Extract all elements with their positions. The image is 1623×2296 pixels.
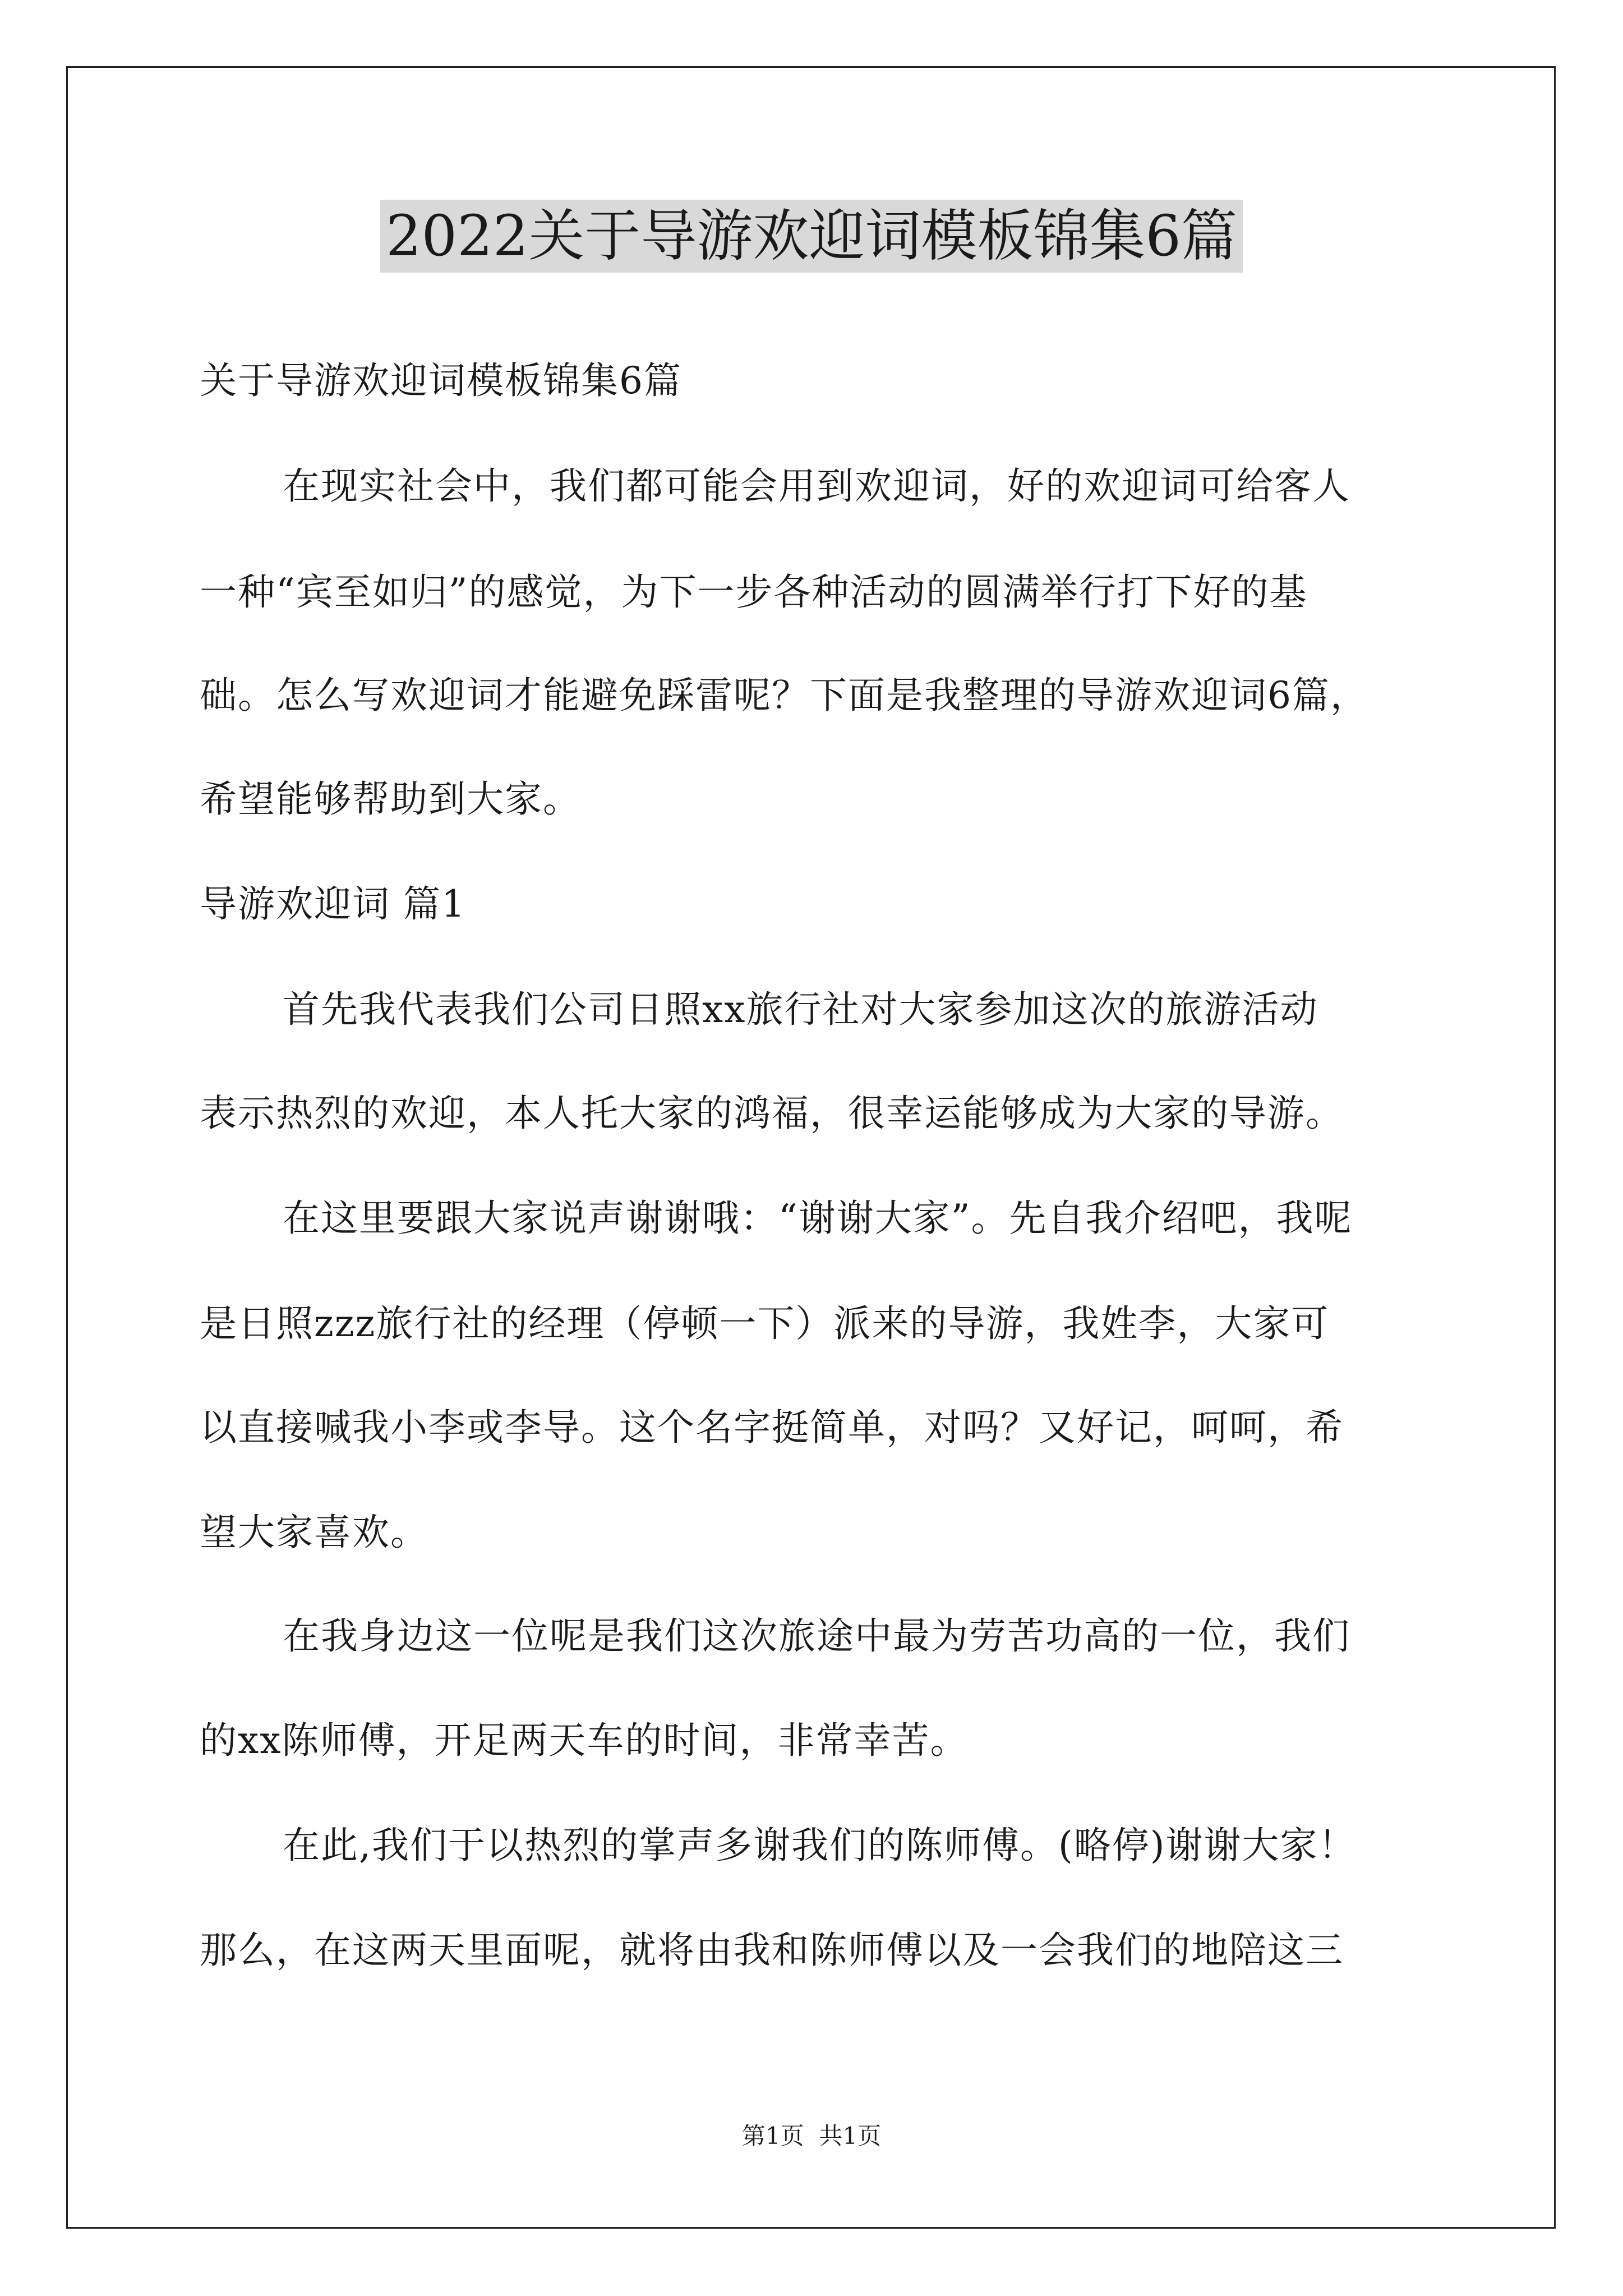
subtitle-line: 关于导游欢迎词模板锦集6篇 xyxy=(200,359,682,402)
paragraph-line: 在此,我们于以热烈的掌声多谢我们的陈师傅。(略停)谢谢大家！ xyxy=(283,1824,1357,1867)
paragraph-line: 在现实社会中，我们都可能会用到欢迎词，好的欢迎词可给客人 xyxy=(283,464,1350,508)
paragraph-line: 首先我代表我们公司日照xx旅行社对大家参加这次的旅游活动 xyxy=(283,988,1318,1031)
paragraph-line: 一种“宾至如归”的感觉，为下一步各种活动的圆满举行打下好的基 xyxy=(200,570,1308,614)
document-title: 2022关于导游欢迎词模板锦集6篇 xyxy=(380,200,1243,273)
paragraph-line: 在这里要跟大家说声谢谢哦：“谢谢大家”。先自我介绍吧，我呢 xyxy=(283,1197,1353,1240)
page-number-footer: 第1页 共1页 xyxy=(741,2122,882,2150)
paragraph-line: 表示热烈的欢迎，本人托大家的鸿福，很幸运能够成为大家的导游。 xyxy=(200,1092,1344,1135)
paragraph-line: 的xx陈师傅，开足两天车的时间，非常幸苦。 xyxy=(200,1719,969,1762)
paragraph-line: 是日照zzz旅行社的经理（停顿一下）派来的导游，我姓李，大家可 xyxy=(200,1302,1330,1345)
title-container xyxy=(0,200,1623,273)
paragraph-line: 以直接喊我小李或李导。这个名字挺简单，对吗？又好记，呵呵，希 xyxy=(200,1406,1344,1449)
paragraph-line: 在我身边这一位呢是我们这次旅途中最为劳苦功高的一位，我们 xyxy=(283,1614,1350,1658)
paragraph-line: 望大家喜欢。 xyxy=(200,1511,428,1554)
paragraph-line: 那么，在这两天里面呢，就将由我和陈师傅以及一会我们的地陪这三 xyxy=(200,1929,1344,1972)
paragraph-line: 础。怎么写欢迎词才能避免踩雷呢？下面是我整理的导游欢迎词6篇， xyxy=(200,674,1368,717)
section-heading: 导游欢迎词 篇1 xyxy=(200,882,466,926)
paragraph-line: 希望能够帮助到大家。 xyxy=(200,777,581,821)
